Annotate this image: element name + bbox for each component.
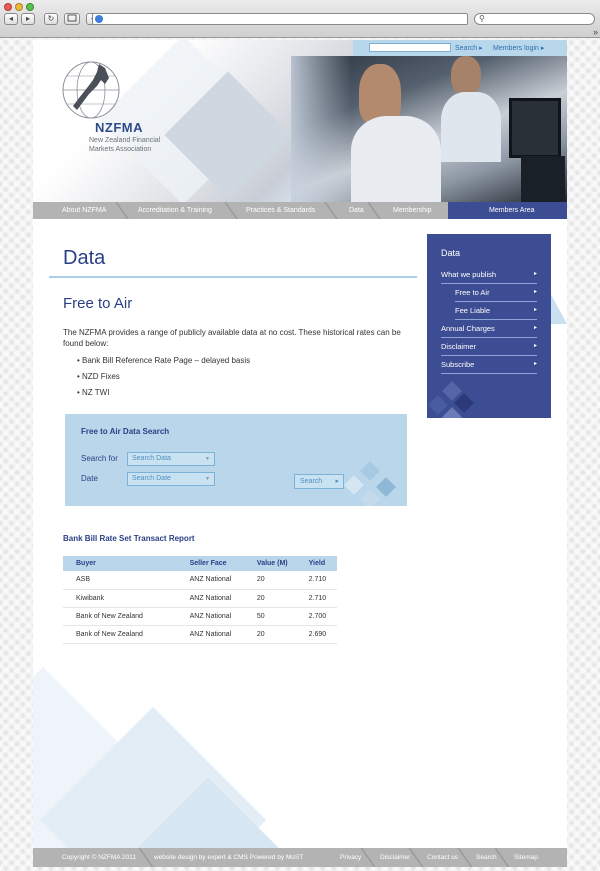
photo-monitor (509, 98, 561, 158)
cell-buyer: Bank of New Zealand (63, 607, 180, 625)
report-title: Bank Bill Rate Set Transact Report (63, 534, 195, 543)
cell-value: 20 (255, 571, 303, 589)
brand-name: NZFMA (95, 120, 143, 135)
photo-monitor (521, 156, 565, 202)
date-label: Date (81, 474, 98, 483)
search-button[interactable]: Search ▸ (294, 474, 344, 489)
globe-icon (95, 15, 103, 23)
globe-logo-icon[interactable] (61, 58, 123, 126)
footer-link-disclaimer[interactable]: Disclaimer (380, 854, 411, 861)
title-rule (49, 276, 417, 278)
screenshot-button[interactable] (64, 13, 80, 25)
footer-link-search[interactable]: Search (476, 854, 497, 861)
column-header: Value (M) (255, 556, 303, 571)
search-panel-title: Free to Air Data Search (81, 427, 170, 436)
sidebar-item-label: What we publish (441, 270, 497, 279)
cell-yield: 2.700 (303, 607, 337, 625)
search-for-label: Search for (81, 454, 118, 463)
cell-value: 20 (255, 589, 303, 607)
search-link-label: Search (455, 45, 478, 52)
bullet-item[interactable]: • NZ TWI (77, 388, 110, 397)
sidebar-item-label: Subscribe (441, 360, 475, 369)
zoom-window-icon[interactable] (26, 3, 34, 11)
sidebar-item-subscribe[interactable] (441, 357, 537, 374)
sidebar-diamond (454, 393, 474, 413)
nav-item-membership[interactable]: Membership (393, 207, 432, 214)
search-link[interactable]: Search ▸ (455, 45, 483, 52)
sidebar-item-annual-charges[interactable] (441, 321, 537, 338)
column-header: Buyer (63, 556, 180, 571)
page-title: Data (63, 247, 106, 269)
cell-buyer: Kiwibank (63, 589, 180, 607)
nav-item-data[interactable]: Data (349, 207, 364, 214)
forward-button[interactable]: ▸ (21, 13, 35, 25)
overflow-chevron-icon[interactable]: » (592, 27, 598, 37)
footer-link-privacy[interactable]: Privacy (340, 854, 362, 861)
intro-text: The NZFMA provides a range of publicly available data at no cost. These historical rates can be found below: (63, 328, 401, 348)
sidebar-item-label: Fee Liable (455, 306, 491, 315)
sidebar-item-label: Disclaimer (441, 342, 477, 351)
arrow-right-icon: ▸ (533, 307, 537, 313)
back-button[interactable]: ◂ (4, 13, 18, 25)
panel-diamond (376, 477, 396, 497)
header-photo (291, 56, 567, 202)
panel-diamond (344, 475, 364, 495)
browser-chrome (0, 0, 600, 38)
window-icon (67, 14, 77, 22)
sidebar-item-what-we-publish[interactable] (441, 267, 537, 284)
search-data-select[interactable]: Search Data ▼ (127, 452, 215, 466)
arrow-right-icon: ▸ (533, 361, 537, 367)
footer-link-contact[interactable]: Contact us (427, 854, 459, 861)
column-header: Yield (303, 556, 337, 571)
footer-separator (138, 848, 153, 867)
magnifier-icon: ⚲ (479, 14, 485, 23)
cell-seller: ANZ National (180, 589, 255, 607)
section-sidebar (427, 234, 551, 418)
column-header: Seller Face (180, 556, 255, 571)
cell-yield: 2.690 (303, 625, 337, 643)
cell-yield: 2.710 (303, 589, 337, 607)
members-login-link[interactable]: Members login ▸ (493, 45, 545, 52)
sidebar-item-free-to-air[interactable] (455, 285, 537, 302)
reload-button[interactable]: ↻ (44, 13, 58, 25)
nav-item-practices[interactable]: Practices & Standards (246, 207, 316, 214)
panel-diamond (360, 461, 380, 481)
nav-item-accreditation[interactable]: Accreditation & Training (138, 207, 212, 214)
data-search-panel (65, 414, 407, 506)
cell-yield: 2.710 (303, 571, 337, 589)
main-nav (33, 202, 567, 219)
photo-fade (291, 56, 351, 202)
sidebar-item-label: Annual Charges (441, 324, 495, 333)
members-area-tab[interactable] (448, 202, 567, 219)
sidebar-diamond (428, 395, 448, 415)
sidebar-item-fee-liable[interactable] (455, 303, 537, 320)
table-row (63, 607, 337, 625)
cell-seller: ANZ National (180, 607, 255, 625)
photo-person (441, 92, 501, 162)
arrow-right-icon: ▸ (533, 343, 537, 349)
photo-person (351, 116, 441, 202)
cell-seller: ANZ National (180, 571, 255, 589)
footer-separator (457, 848, 472, 867)
cell-seller: ANZ National (180, 625, 255, 643)
nav-separator (115, 202, 129, 219)
cell-value: 20 (255, 625, 303, 643)
sidebar-item-label: Free to Air (455, 288, 490, 297)
browser-search-input[interactable] (474, 13, 595, 25)
nav-item-about[interactable]: About NZFMA (62, 207, 107, 214)
page-background (0, 38, 600, 871)
table-header-row (63, 556, 337, 571)
cell-buyer: Bank of New Zealand (63, 625, 180, 643)
footer-separator (360, 848, 375, 867)
brand-tagline: New Zealand Financial Markets Association (89, 137, 161, 153)
members-area-label: Members Area (489, 207, 535, 214)
transact-report-table (63, 556, 337, 644)
table-row (63, 589, 337, 607)
sidebar-title: Data (441, 248, 461, 258)
cell-buyer: ASB (63, 571, 180, 589)
table-row (63, 625, 337, 643)
arrow-right-icon: ▸ (533, 325, 537, 331)
site-page (33, 40, 567, 867)
minimize-window-icon[interactable] (15, 3, 23, 11)
copyright-text: Copyright © NZFMA 2011 (62, 854, 137, 861)
panel-diamond (360, 489, 380, 506)
sidebar-item-disclaimer[interactable] (441, 339, 537, 356)
cell-value: 50 (255, 607, 303, 625)
footer-link-sitemap[interactable]: Sitemap (514, 854, 538, 861)
arrow-right-icon: ▸ (533, 271, 537, 277)
site-search-input[interactable] (369, 43, 451, 52)
site-footer (33, 848, 567, 867)
table-row (63, 571, 337, 589)
members-login-label: Members login (493, 45, 539, 52)
bullet-item[interactable]: • Bank Bill Reference Rate Page – delayed basis (77, 356, 251, 365)
arrow-right-icon: ▸ (533, 289, 537, 295)
credit-link[interactable]: website design by expert & CMS Powered by MoST (154, 854, 304, 861)
top-search-bar (353, 40, 567, 56)
address-bar[interactable] (92, 13, 468, 25)
footer-separator (408, 848, 423, 867)
nav-separator (324, 202, 338, 219)
section-title: Free to Air (63, 295, 133, 312)
nav-separator (367, 202, 381, 219)
site-header (33, 40, 567, 202)
close-window-icon[interactable] (4, 3, 12, 11)
nav-separator (224, 202, 238, 219)
photo-person (451, 56, 481, 96)
bullet-item[interactable]: • NZD Fixes (77, 372, 120, 381)
search-date-select[interactable]: Search Date ▼ (127, 472, 215, 486)
photo-person (359, 64, 401, 124)
